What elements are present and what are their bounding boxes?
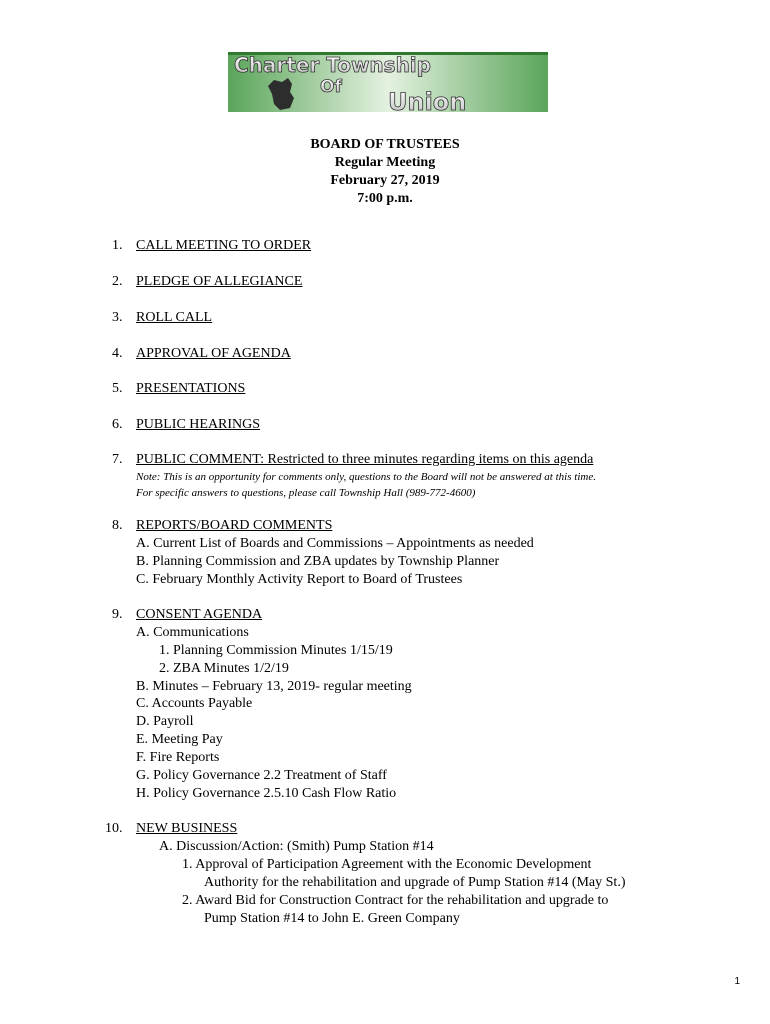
sub-item: C. February Monthly Activity Report to Board of Trustees [136,572,463,587]
sub-item: G. Policy Governance 2.2 Treatment of Staff [136,768,387,783]
meeting-type: Regular Meeting [334,155,436,170]
item-number: 3. [112,310,123,325]
item-title: PLEDGE OF ALLEGIANCE [136,274,303,289]
sub-item: D. Payroll [136,714,194,729]
meeting-time: 7:00 p.m. [357,191,413,206]
item-title: APPROVAL OF AGENDA [136,346,291,361]
public-comment-note: Note: This is an opportunity for comments only, questions to the Board will not be answered at this time. [136,471,596,483]
page-number: 1 [734,976,740,987]
sub-sub-item: 2. ZBA Minutes 1/2/19 [159,661,289,676]
sub-sub-item: 2. Award Bid for Construction Contract for the rehabilitation and upgrade to [182,893,609,908]
item-title: NEW BUSINESS [136,821,238,836]
item-number: 5. [112,381,123,396]
sub-item: E. Meeting Pay [136,732,223,747]
public-comment-note: For specific answers to questions, please call Township Hall (989-772-4600) [136,487,476,499]
item-title: REPORTS/BOARD COMMENTS [136,518,333,533]
item-title: CALL MEETING TO ORDER [136,238,312,253]
item-title: CONSENT AGENDA [136,607,263,622]
board-title: BOARD OF TRUSTEES [310,137,460,152]
logo-text-line2: Of [320,77,342,97]
sub-item: C. Accounts Payable [136,696,253,711]
logo-text-line1: Charter Township [234,53,431,77]
item-number: 6. [112,417,123,432]
logo-text-line3: Union [388,88,467,114]
item-number: 8. [112,518,123,533]
item-title: ROLL CALL [136,310,213,325]
sub-sub-item-continuation: Pump Station #14 to John E. Green Company [204,911,460,926]
sub-sub-item-continuation: Authority for the rehabilitation and upgrade of Pump Station #14 (May St.) [204,875,626,890]
sub-item: A. Discussion/Action: (Smith) Pump Station #14 [159,839,434,854]
item-number: 7. [112,452,123,467]
item-number: 2. [112,274,123,289]
sub-item: A. Current List of Boards and Commissions – Appointments as needed [136,536,534,551]
item-title: PUBLIC HEARINGS [136,417,261,432]
item-number: 9. [112,607,123,622]
item-number: 10. [105,821,123,836]
item-title: PRESENTATIONS [136,381,246,396]
item-number: 4. [112,346,123,361]
sub-item: H. Policy Governance 2.5.10 Cash Flow Ratio [136,786,397,801]
sub-item: B. Planning Commission and ZBA updates by Township Planner [136,554,500,569]
sub-sub-item: 1. Planning Commission Minutes 1/15/19 [159,643,393,658]
meeting-date: February 27, 2019 [330,173,440,188]
sub-sub-item: 1. Approval of Participation Agreement with the Economic Development [182,857,592,872]
sub-item: B. Minutes – February 13, 2019- regular meeting [136,679,412,694]
sub-item: A. Communications [136,625,249,640]
item-title: PUBLIC COMMENT: Restricted to three minutes regarding items on this agenda [136,452,594,467]
sub-item: F. Fire Reports [136,750,220,765]
item-number: 1. [112,238,123,253]
